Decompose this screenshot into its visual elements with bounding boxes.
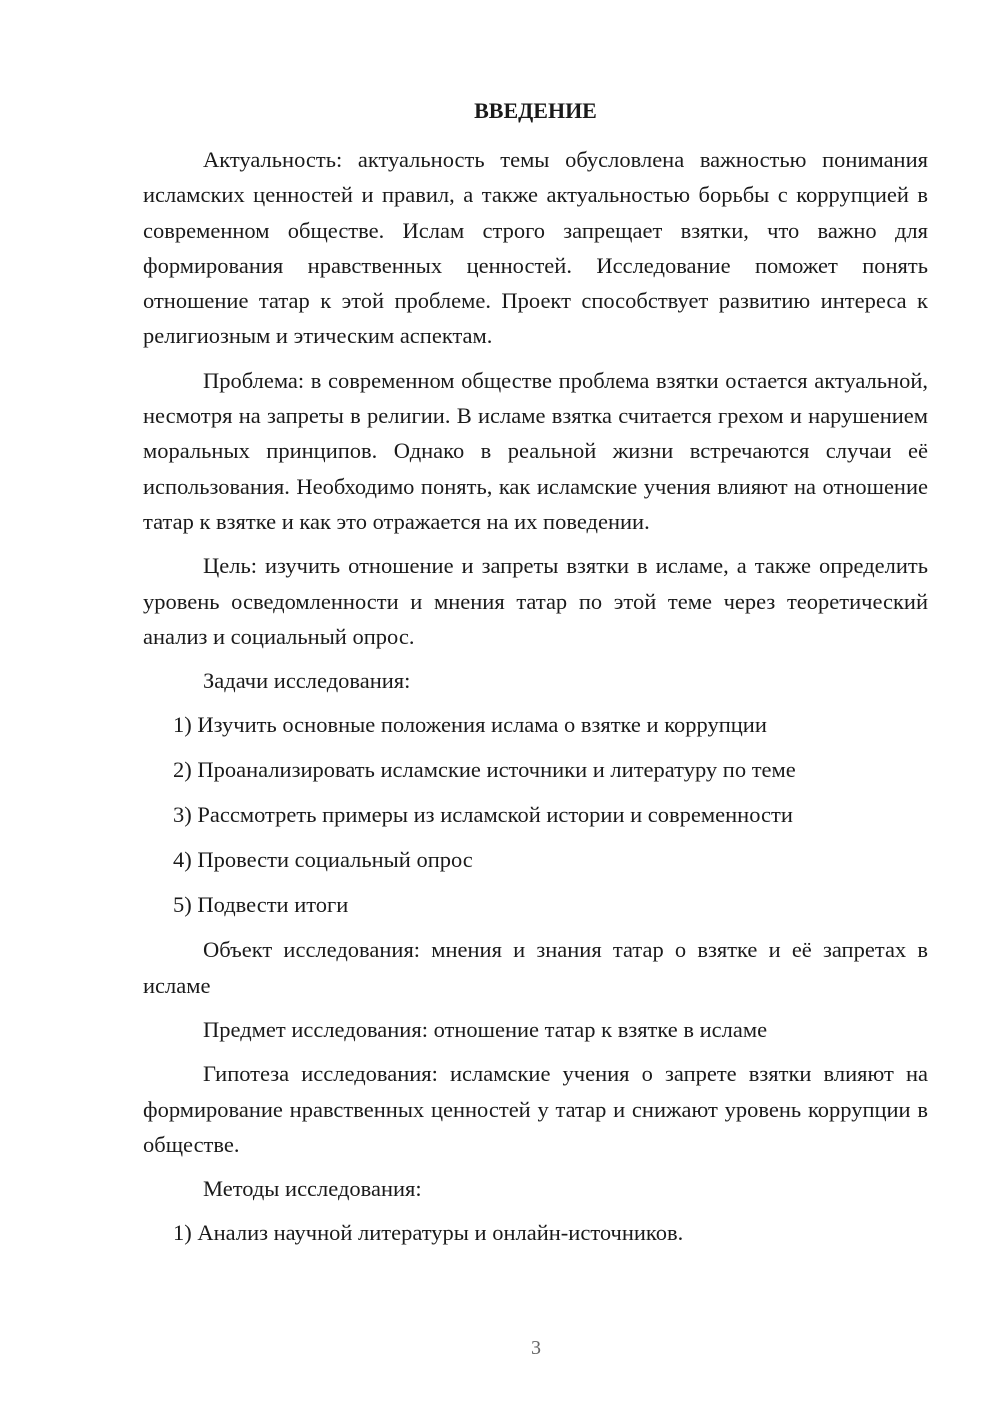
document-body: [143, 142, 928, 1260]
hypothesis-paragraph: Гипотеза исследования: исламские учения о запрете взятки влияют на формирование нравственных ценностей у татар и снижают уровень коррупции в обществе.: [143, 1061, 928, 1157]
relevance-paragraph: Актуальность: актуальность темы обусловлена важностью понимания исламских ценностей и правил, а также актуальностью борьбы с коррупцией в современном обществе. Ислам строго запрещает взятки, что важно для формирования нравственных ценностей. Исследование поможет понять отношение татар к этой проблеме. Проект способствует развитию интереса к религиозным и этическим аспектам.: [143, 147, 928, 349]
list-item: 1) Анализ научной литературы и онлайн-источников.: [173, 1220, 684, 1246]
list-item: 3) Рассмотреть примеры из исламской истории и современности: [173, 802, 793, 828]
subject-paragraph: Предмет исследования: отношение татар к взятке в исламе: [203, 1016, 768, 1042]
problem-paragraph: Проблема: в современном обществе проблема взятки остается актуальной, несмотря на запреты в религии. В исламе взятка считается грехом и нарушением моральных принципов. Однако в реальной жизни встречаются случаи её использования. Необходимо понять, как исламские учения влияют на отношение татар к взятке и как это отражается на их поведении.: [143, 367, 928, 534]
list-item: 5) Подвести итоги: [173, 892, 349, 918]
page-title: ВВЕДЕНИЕ: [474, 98, 597, 123]
tasks-list: [143, 707, 928, 922]
page-number: 3: [531, 1337, 541, 1359]
object-paragraph: Объект исследования: мнения и знания татар о взятке и её запретах в исламе: [143, 937, 928, 998]
tasks-heading: Задачи исследования:: [203, 668, 411, 694]
list-item: 1) Изучить основные положения ислама о взятке и коррупции: [173, 712, 767, 738]
goal-paragraph: Цель: изучить отношение и запреты взятки в исламе, а также определить уровень осведомленности и мнения татар по этой теме через теоретический анализ и социальный опрос.: [143, 553, 928, 649]
list-item: 4) Провести социальный опрос: [173, 847, 473, 873]
list-item: 2) Проанализировать исламские источники и литературу по теме: [173, 757, 796, 783]
methods-list: [143, 1215, 928, 1250]
methods-heading: Методы исследования:: [203, 1176, 422, 1202]
